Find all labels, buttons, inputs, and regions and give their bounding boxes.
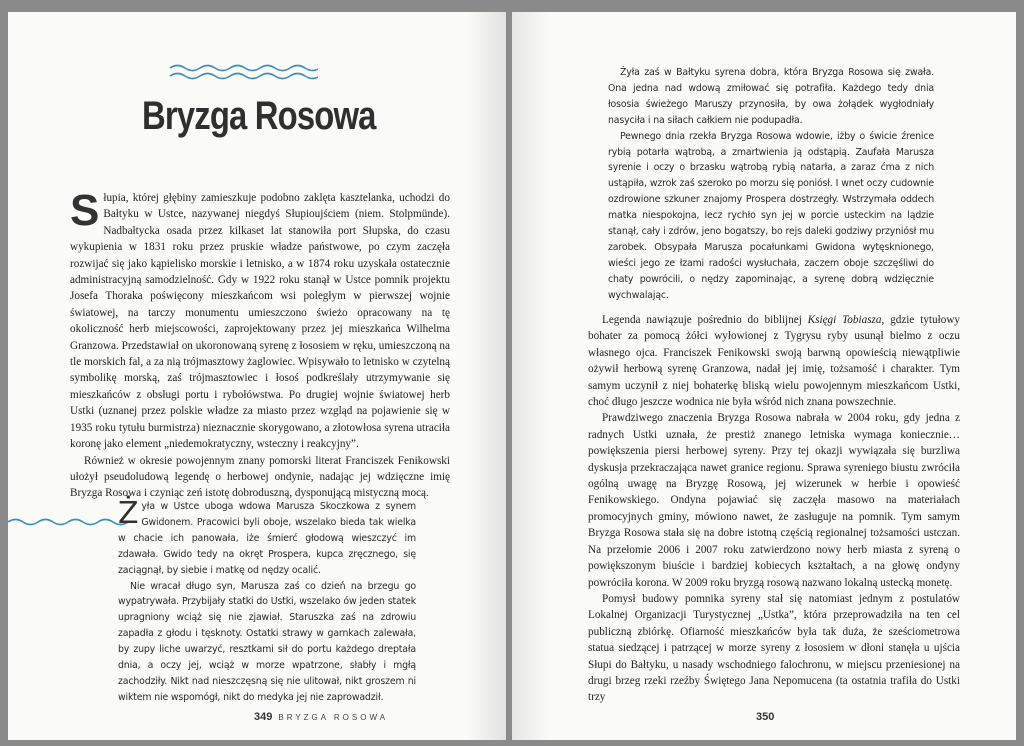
wave-line-icon (8, 514, 128, 530)
article-paragraph: Również w okresie powojennym znany pomorski literat Franciszek Fenikowski ułożył pseudoludową legendę o herbowej ondynie, nadając jej wdzięczne imię Bryzga Rosowa i czyniąc zeń istotę dobroduszną, dysponującą mistyczną mocą. (70, 454, 450, 500)
gutter-shadow-left (466, 12, 506, 740)
legend-paragraph: Pewnego dnia rzekła Bryzga Rosowa wdowie, iżby o świcie źrenice rybią potarła wątrobą, a zmartwienia ją odstąpią. Zaufała Marusza syrenie i oczy o brzasku wątrobą rybią natarła, a zaraz ćma z nich ustąpiła, wzrok zaś szeroko po morzu się poniósł. I wnet oczy cudownie ozdrowione szkuner znajomy Prospera dostrzegły. Wstrzymała oddech matka niespokojna, lecz rychło syn jej w porcie usteckim na lądzie stanął, cały i zdrów, jeno bogatszy, bo rejs daleki godziwy przyniósł mu zarobek. Obsypała Marusza pocałunkami Gwidona wytęsknionego, wieści jego ze łzami radości wysłuchała, zaczem oboje szczęśliwi do chaty powrócili, o nędzy zapominając, a syrenę dobrą wdzięcznie wychwalając. (608, 130, 934, 301)
chapter-title: Bryzga Rosowa (142, 94, 376, 138)
legend-paragraph (118, 496, 416, 579)
running-title: BRYZGA ROSOWA (278, 713, 389, 722)
page-number: 350 (756, 711, 775, 723)
article-paragraph: Prawdziwego znaczenia Bryzga Rosowa nabrała w 2004 roku, gdy jedna z radnych Ustki uznała, że prestiż znanego letniska wymaga koniecznie… powiększenia piersi herbowej syreny. Przy tej okazji wywiązała się burzliwa dyskusja przekraczająca nawet granice regionu. Sprawa syreniego biustu zwróciła ogólną uwagę na Bryzgę Rosową, jej wizerunek w herbie i opowieść Fenikowskiego. Ondyna pojawiać się zaczęła masowo na materiałach promocyjnych gminy, mówiono nawet, że zasługuje na pomnik. Tym samym Bryzga Rosowa stała się na dobre istotną częścią regionalnej tożsamości ustczan. Na przełomie 2006 i 2007 roku zatwierdzono nowy herb miasta z syreną o powiększonym biuście i bardziej kobiecych kształtach, a na głowę ondyny powróciła korona. W 2009 roku bryzgą rosową nazwano lokalną ustecką monetę. (588, 412, 960, 589)
legend-paragraph-text: yła w Ustce uboga wdowa Marusza Skoczkowa z synem Gwidonem. Pracowici byli oboje, wszelako bieda tak wielka w chacie ich panowała, iże śmierć głodową wieszczyć im zdawała. Gwido tedy na okręt Prospera, kupca zręcznego, się zaciągnął, by siebie i matkę od nędzy ocalić. (118, 501, 416, 576)
article-paragraph: Pomysł budowy pomnika syreny stał się natomiast jednym z postulatów Lokalnej Organizacji Turystycznej „Ustka”, która przeprowadziła na ten cel publiczną zbiórkę. Ofiarność mieszkańców była tak duża, że sześciometrowa statua siedzącej i patrzącej w morze syreny z łososiem w dłoni stanęła u ujścia Słupi do Bałtyku, u nasady wschodniego falochronu, w miejscu przeniesionej na drugi brzeg rzeki rzeźby Świętego Jana Nepomucena (ta ostatnia trafiła do Ustki trzy (588, 592, 960, 704)
article-text-right (588, 312, 960, 706)
legend-text-right (608, 65, 934, 304)
page-footer-right (756, 711, 774, 723)
legend-paragraph: Żyła zaś w Bałtyku syrena dobra, która Bryzga Rosowa się zwała. Ona jedna nad wdową zmiłować się potrafiła. Każdego tedy dnia łososia świeżego Maruszy przynosiła, by owa żołądek wygłodniały nasyciła i na siłach całkiem nie podupadła. (608, 67, 934, 126)
wave-ornament (168, 62, 318, 84)
article-paragraph: Legenda nawiązuje pośrednio do biblijnej Księgi Tobiasza, gdzie tytułowy bohater za pomocą żółci wyłowionej z Tygrysu ryby usunął bielmo z oczu własnego ojca. Franciszek Fenikowski swoją barwną opowieścią niewątpliwie ożywił herbową syrenę Granzowa, nadał jej imię, tożsamość i charakter. Tym samym uczynił z niej bohaterkę bliską wielu powojennym mieszkańcom Ustki, choć długo jeszcze wodnica nie była wśród nich znana powszechnie. (588, 314, 960, 409)
left-page (8, 12, 506, 740)
legend-text-left (118, 496, 416, 706)
article-text-left (70, 186, 450, 502)
legend-paragraph: Nie wracał długo syn, Marusza zaś co dzień na brzegu go wypatrywała. Przybijały statki do Ustki, wszelako ów jeden statek upragniony wciąż się nie zjawiał. Staruszka zaś na zdrowiu zapadła z głodu i tęsknoty. Ostatki strawy w garnkach zalewała, by zupy liche uwarzyć, resztkami sił do portu każdego dreptała dnia, a oczy jej, wciąż w morze wpatrzone, słabły i mgłą zachodziły. Nikt nad nieszczęsną się nie ulitował, nikt groszem ni wiktem nie wspomógł, nikt do medyka jej nie zaprowadził. (118, 580, 416, 703)
right-page (512, 12, 1016, 740)
drop-cap: S (70, 186, 100, 235)
article-paragraph (70, 186, 450, 453)
page-number: 349 (254, 711, 273, 723)
book-title: Księgi Tobiasza (807, 314, 882, 326)
article-paragraph-text: łupia, której głębiny zamieszkuje podobno zaklęta kasztelanka, uchodzi do Bałtyku w Ustce, nazywanej niegdyś Słupioujściem (niem. Stolpmünde). Nadbałtycka osada przez kilkaset lat stanowiła port Słupska, do czasu wykupienia w 1831 roku przez pruskie władze państwowe, po czym zaczęła rozwijać się jako kąpielisko morskie i letnisko, a w 1874 roku uzyskała ostatecznie administracyjną samodzielność. Gdy w 1922 roku stanął w Ustce pomnik projektu Josefa Thoraka poświęcony mieszkańcom wsi poległym w pierwszej wojnie światowej, na tarczy monumentu umieszczono świeżo opracowany na tę okoliczność herb miejscowości, zaprojektowany przez jej mieszkańca Wilhelma Granzowa. Przedstawiał on ukoronowaną syrenę z łososiem w ręku, umieszczoną na tle morskich fal, a za nią trójmasztowy żaglowiec. Wpisywało to letnisko w czytelną symbolikę morską, zaś trójmasztowiec i łosoś podkreślały utrzymywanie się mieszkańców z obsługi portu i rybołówstwa. Po drugiej wojnie światowej herb Ustki (uznanej przez polskie władze za miasto przez wzgląd na pojawienie się w 1935 roku tytułu burmistrza) nieznacznie skorygowano, a złotowłosa syrena utraciła koronę jako element „niedemokratyczny, wsteczny i reakcyjny”. (70, 192, 450, 451)
drop-cap: Ż (118, 496, 139, 531)
page-footer-left (254, 711, 388, 723)
gutter-shadow-right (512, 12, 552, 740)
